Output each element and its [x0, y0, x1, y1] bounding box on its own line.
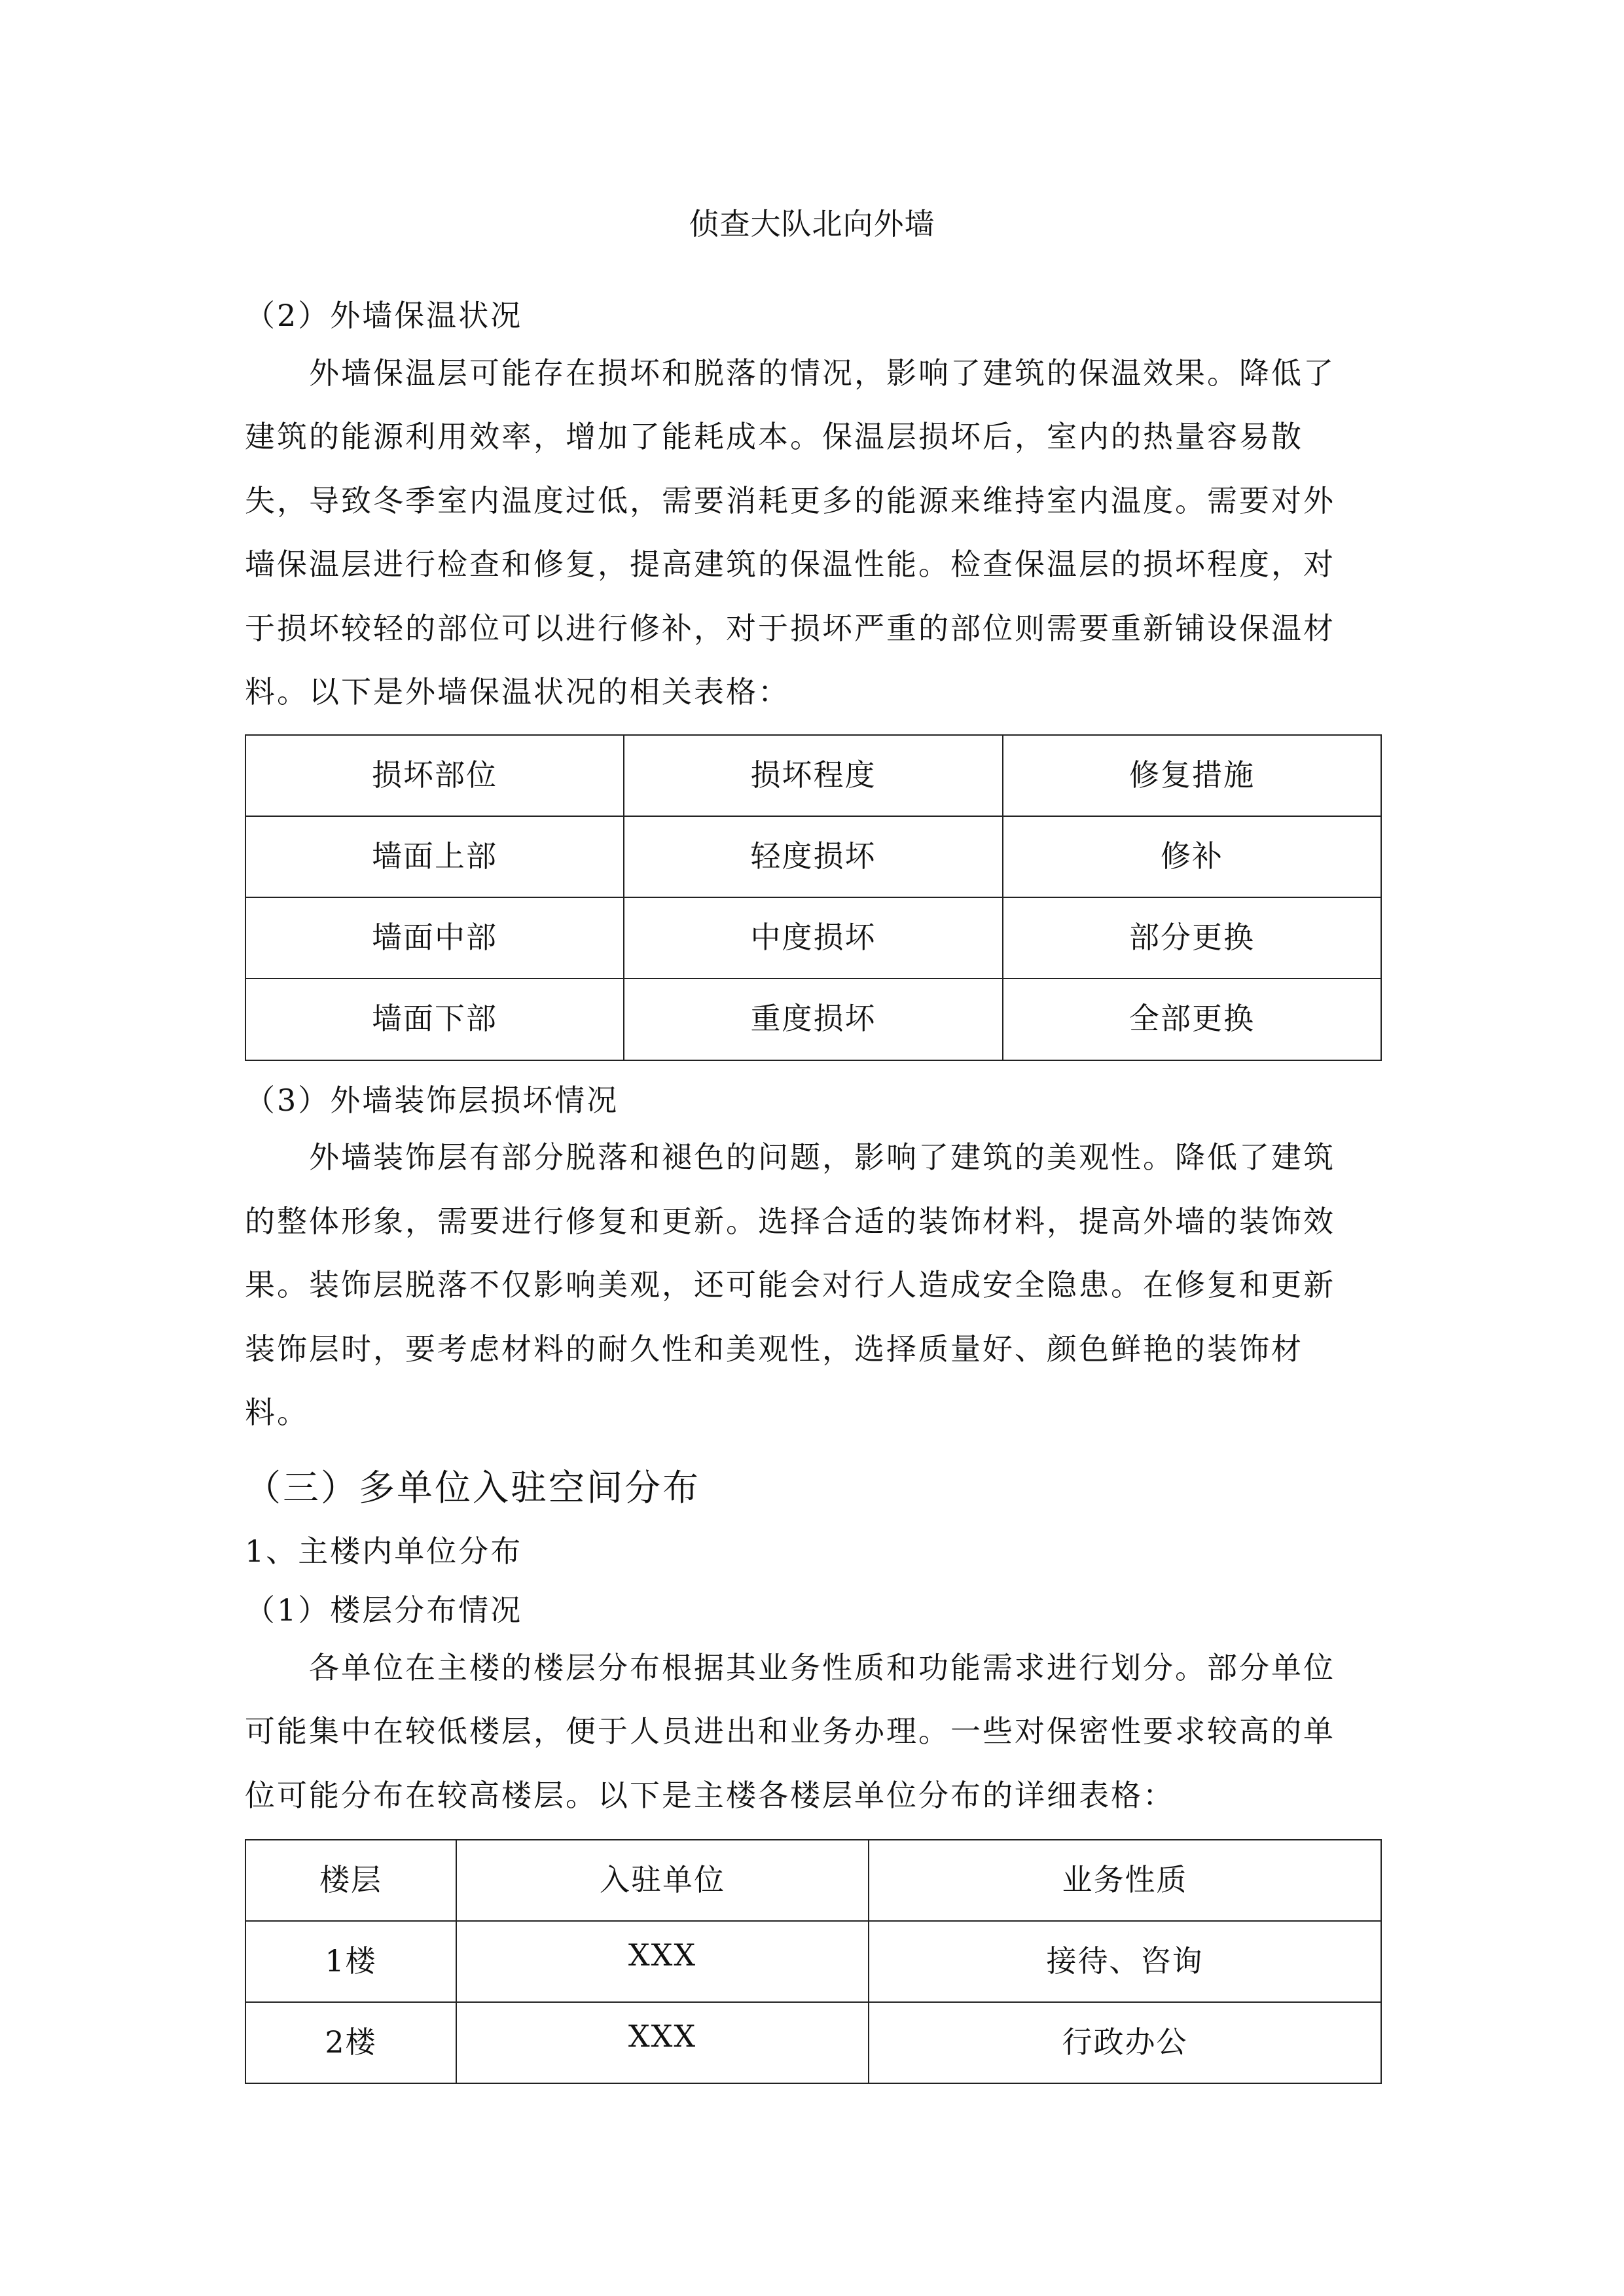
paragraph-line: 墙保温层进行检查和修复，提高建筑的保温性能。检查保温层的损坏程度，对	[245, 547, 1335, 582]
paragraph-line: 位可能分布在较高楼层。以下是主楼各楼层单位分布的详细表格：	[245, 1778, 1175, 1813]
table-header-row	[245, 1840, 1381, 1921]
paragraph-line: 料。	[245, 1395, 309, 1430]
table-cell: 重度损坏	[624, 978, 1003, 1060]
table-cell: 墙面中部	[245, 897, 624, 978]
sub-sub-heading: （1）楼层分布情况	[245, 1592, 523, 1628]
table-cell: 墙面下部	[245, 978, 624, 1060]
table-cell: 轻度损坏	[624, 816, 1003, 897]
table-row	[245, 2002, 1381, 2083]
table-cell: 修补	[1003, 816, 1381, 897]
paragraph-line: 外墙保温层可能存在损坏和脱落的情况，影响了建筑的保温效果。降低了	[309, 355, 1335, 391]
paragraph-line: 料。以下是外墙保温状况的相关表格：	[245, 674, 790, 709]
sub-heading: 1、主楼内单位分布	[245, 1534, 523, 1569]
table-cell: 全部更换	[1003, 978, 1381, 1060]
table-header-cell: 入驻单位	[456, 1840, 869, 1921]
paragraph-line: 的整体形象，需要进行修复和更新。选择合适的装饰材料，提高外墙的装饰效	[245, 1204, 1335, 1239]
table-cell: 接待、咨询	[869, 1921, 1381, 2002]
table-row	[245, 897, 1381, 978]
table-cell: 墙面上部	[245, 816, 624, 897]
table-header-cell: 损坏程度	[624, 735, 1003, 816]
table-cell: 1楼	[245, 1921, 456, 2002]
insulation-table	[245, 734, 1382, 1061]
section-heading-decoration: （3）外墙装饰层损坏情况	[245, 1083, 619, 1118]
table-cell: XXX	[456, 1921, 869, 2002]
table-cell: 2楼	[245, 2002, 456, 2083]
table-row	[245, 1921, 1381, 2002]
table-cell: 行政办公	[869, 2002, 1381, 2083]
paragraph-line: 果。装饰层脱落不仅影响美观，还可能会对行人造成安全隐患。在修复和更新	[245, 1267, 1335, 1302]
table-cell: 中度损坏	[624, 897, 1003, 978]
paragraph-line: 于损坏较轻的部位可以进行修补，对于损坏严重的部位则需要重新铺设保温材	[245, 611, 1335, 646]
table-cell: 部分更换	[1003, 897, 1381, 978]
paragraph-line: 装饰层时，要考虑材料的耐久性和美观性，选择质量好、颜色鲜艳的装饰材	[245, 1331, 1303, 1367]
table-cell: XXX	[456, 2002, 869, 2083]
table-header-row	[245, 735, 1381, 816]
paragraph-line: 建筑的能源利用效率，增加了能耗成本。保温层损坏后，室内的热量容易散	[245, 419, 1303, 454]
image-caption: 侦查大队北向外墙	[689, 206, 935, 242]
table-row	[245, 816, 1381, 897]
table-row	[245, 978, 1381, 1060]
floor-distribution-table	[245, 1839, 1382, 2084]
chapter-heading: （三）多单位入驻空间分布	[245, 1467, 701, 1509]
table-header-cell: 业务性质	[869, 1840, 1381, 1921]
paragraph-line: 失，导致冬季室内温度过低，需要消耗更多的能源来维持室内温度。需要对外	[245, 483, 1335, 518]
paragraph-line: 各单位在主楼的楼层分布根据其业务性质和功能需求进行划分。部分单位	[309, 1650, 1335, 1685]
table-header-cell: 楼层	[245, 1840, 456, 1921]
table-header-cell: 修复措施	[1003, 735, 1381, 816]
table-header-cell: 损坏部位	[245, 735, 624, 816]
section-heading-insulation: （2）外墙保温状况	[245, 298, 523, 333]
paragraph-line: 可能集中在较低楼层，便于人员进出和业务办理。一些对保密性要求较高的单	[245, 1713, 1335, 1749]
paragraph-line: 外墙装饰层有部分脱落和褪色的问题，影响了建筑的美观性。降低了建筑	[309, 1139, 1335, 1175]
